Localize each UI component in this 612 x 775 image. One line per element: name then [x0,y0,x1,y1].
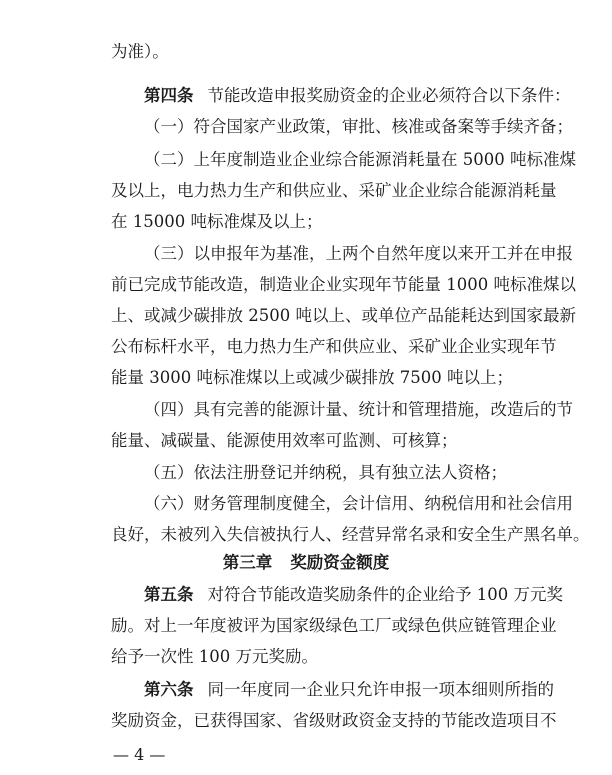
article-6 [144,680,554,700]
article-4 [144,86,571,106]
condition-3-line-2: 前已完成节能改造，制造业企业实现年节能量 1000 吨标准煤以 [111,275,576,294]
condition-3-line-3: 上、或减少碳排放 2500 吨以上、或单位产品能耗达到国家最新 [111,306,576,325]
chapter-number: 第三章 [222,553,273,572]
article-5-text: 对符合节能改造奖励条件的企业给予 100 万元奖 [207,585,563,604]
condition-3-line-1: （三）以申报年为基准，上两个自然年度以来开工并在申报 [144,244,573,263]
article-6-line-2: 奖励资金，已获得国家、省级财政资金支持的节能改造项目不 [111,711,557,730]
article-5-line-2: 励。对上一年度被评为国家级绿色工厂或绿色供应链管理企业 [111,616,557,635]
condition-2-line-1: （二）上年度制造业企业综合能源消耗量在 5000 吨标准煤 [144,150,576,169]
condition-6-line-1: （六）财务管理制度健全，会计信用、纳税信用和社会信用 [144,494,573,513]
condition-6-line-2: 良好，未被列入失信被执行人、经营异常名录和安全生产黑名单。 [111,525,590,544]
article-6-heading: 第六条 [144,680,194,699]
condition-4-line-1: （四）具有完善的能源计量、统计和管理措施，改造后的节 [144,400,573,419]
chapter-title: 奖励资金额度 [290,553,390,572]
article-5-line-3: 给予一次性 100 万元奖励。 [111,647,318,666]
article-6-text: 同一年度同一企业只允许申报一项本细则所指的 [207,680,554,699]
page-number: — 4 — [113,745,166,764]
article-4-text: 节能改造申报奖励资金的企业必须符合以下条件： [207,86,571,105]
condition-2-line-3: 在 15000 吨标准煤及以上； [111,212,323,231]
condition-2-line-2: 及以上，电力热力生产和供应业、采矿业企业综合能源消耗量 [111,181,557,200]
condition-5-line-1: （五）依法注册登记并纳税，具有独立法人资格； [144,463,507,482]
condition-1-line-1: （一）符合国家产业政策，审批、核准或备案等手续齐备； [144,117,573,136]
condition-3-line-5: 能量 3000 吨标准煤以上或减少碳排放 7500 吨以上； [111,368,513,387]
condition-3-line-4: 公布标杆水平，电力热力生产和供应业、采矿业企业实现年节 [111,337,557,356]
article-5 [144,585,563,605]
condition-4-line-2: 能量、减碳量、能源使用效率可监测、可核算； [111,431,458,450]
text-line-continuation: 为准）。 [111,42,169,61]
article-4-heading: 第四条 [144,86,194,105]
article-5-heading: 第五条 [144,585,194,604]
chapter-heading [0,553,612,573]
